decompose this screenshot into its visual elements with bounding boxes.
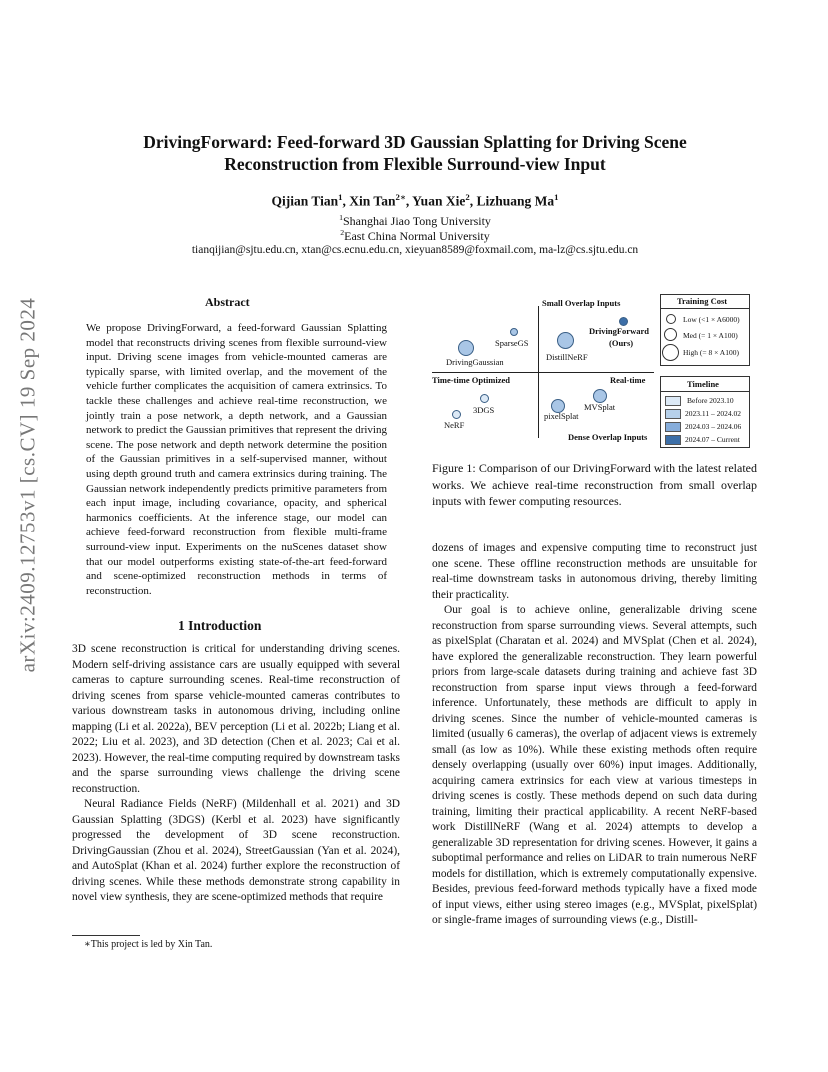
mvsplat-dot	[593, 389, 607, 403]
method-label: NeRF	[444, 420, 465, 430]
circle-icon	[664, 328, 677, 341]
affiliation-1: $^1$Shanghai Jiao Tong University	[339, 213, 491, 228]
paragraph: dozens of images and expensive computing time to reconstruct just one scene. These offline reconstruction methods are unsuitable for real-time downstream tasks in autonomous driving, thereby limiting their practicality.	[432, 542, 757, 601]
axis-label-top: Small Overlap Inputs	[542, 298, 621, 308]
intro-body	[72, 642, 400, 906]
affiliation-2: $^2$East China Normal University	[340, 228, 490, 243]
method-label: 3DGS	[473, 405, 495, 415]
timeline-swatch	[665, 435, 681, 445]
footnote: ∗This project is led by Xin Tan.	[84, 939, 213, 950]
abstract-heading: Abstract	[205, 295, 250, 309]
timeline-swatch	[665, 409, 681, 419]
timeline-swatch	[665, 396, 681, 406]
right-column-body	[432, 541, 757, 929]
circle-icon	[666, 314, 676, 324]
author: Yuan Xie	[412, 193, 466, 209]
nerf-dot	[452, 410, 461, 419]
paper-title	[90, 131, 740, 175]
abstract-body: We propose DrivingForward, a feed-forward Gaussian Splatting model that reconstructs driving scenes from flexible surround-view input. Driving scene images from vehicle-mounted cameras are typically sparse, with limited overlap, and the movement of the vehicle further complicates the acquisition of camera extrinsics. To tackle these challenges and achieve real-time reconstruction, we jointly train a pose network, a depth network, and a Gaussian network to predict the Gaussian primitives that represent the driving scene. The pose network and depth network determine the position of the Gaussian primitives in a self-supervised manner, without using depth ground truth and camera extrinsics during training. The Gaussian network independently predicts primitive parameters from each input image, including covariance, opacity, and spherical harmonics coefficients. At the inference stage, our model can achieve feed-forward reconstruction from flexible multi-frame surround-view input. Experiments on the nuScenes dataset show that our model outperforms existing state-of-the-art feed-forward and scene-optimized reconstruction methods in terms of reconstruction.	[86, 322, 387, 597]
paragraph: 3D scene reconstruction is critical for understanding driving scenes. Modern self-driving assistance cars are usually equipped with several cameras to capture surrounding scenes. Real-time reconstruction of driving scenes from sparse vehicle-mounted cameras contributes to various downstream tasks in autonomous driving, including online mapping (Li et al. 2022a), BEV perception (Li et al. 2022b; Liang et al. 2022; Liu et al. 2023), and 3D detection (Chen et al. 2023; Cai et al. 2023). However, the real-time computing required by downstream tasks and the sparse surrounding views challenge the driving scene reconstruction.	[72, 643, 400, 795]
method-label: pixelSplat	[544, 411, 579, 421]
3dgs-dot	[480, 394, 489, 403]
title-line-1: DrivingForward: Feed-forward 3D Gaussian Splatting for Driving Scene	[143, 132, 687, 152]
paragraph: Neural Radiance Fields (NeRF) (Mildenhall et al. 2021) and 3D Gaussian Splatting (3DGS) (Kerbl et al. 2023) have significantly progressed the development of 3D scene reconstruction. DrivingGaussian (Zhou et al. 2024), StreetGaussian (Yan et al. 2024), and AutoSplat (Khan et al. 2024) further explore the reconstruction of driving scenes. While these methods demonstrate strong capability in novel view synthesis, they are scene-optimized methods that require	[72, 798, 400, 903]
circle-icon	[662, 344, 679, 361]
title-line-2: Reconstruction from Flexible Surround-view Input	[224, 154, 606, 174]
footnote-rule	[72, 935, 140, 936]
author: Lizhuang Ma	[476, 193, 555, 209]
training-cost-legend: Training Cost Low (<1 × A6000) Med (= 1 × A100) High (= 8 × A100)	[660, 294, 750, 366]
arxiv-stamp	[8, 285, 48, 685]
drivinggaussian-dot	[458, 340, 474, 356]
timeline-legend: Timeline Before 2023.10 2023.11 – 2024.02 2024.03 – 2024.06 2024.07 – Current	[660, 376, 750, 448]
horizontal-axis	[432, 372, 654, 373]
method-label: (Ours)	[609, 338, 634, 348]
section-heading: 1 Introduction	[178, 618, 262, 633]
axis-label-bottom: Dense Overlap Inputs	[568, 432, 648, 442]
author: Xin Tan	[349, 193, 396, 209]
author-list: Qijian Tian$^1$, Xin Tan$^{2∗}$, Yuan Xie$^2$, Lizhuang Ma$^1$	[271, 192, 559, 209]
axis-label-right: Real-time	[610, 375, 646, 385]
arxiv-id: arXiv:2409.12753v1 [cs.CV] 19 Sep 2024	[15, 297, 40, 673]
figure-caption: Figure 1: Comparison of our DrivingForward with the latest related works. We achieve real-time reconstruction from small overlap inputs with fewer computing resources.	[432, 461, 757, 508]
author-emails: tianqijian@sjtu.edu.cn, xtan@cs.ecnu.edu.cn, xieyuan8589@foxmail.com, ma-lz@cs.sjtu.edu.cn	[191, 244, 639, 256]
timeline-swatch	[665, 422, 681, 432]
method-label: MVSplat	[584, 402, 616, 412]
distillnerf-dot	[557, 332, 574, 349]
method-label: SparseGS	[495, 338, 529, 348]
figure-1	[428, 292, 758, 452]
method-label: DistillNeRF	[546, 352, 588, 362]
axis-label-left: Time-time Optimized	[432, 375, 510, 385]
method-label: DrivingForward	[589, 326, 649, 336]
paragraph: Our goal is to achieve online, generalizable driving scene reconstruction from sparse surrounding views. Several attempts, such as pixelSplat (Charatan et al. 2024) and MVSplat (Chen et al. 2024), have explored the generalizable reconstruction. They learn powerful priors from large-scale datasets during training and achieve fast 3D reconstruction from sparse input views through a feed-forward inference. Unfortunately, these methods are difficult to apply in driving scenes. Since the number of vehicle-mounted cameras is limited (usually 6 cameras), the overlap of adjacent views is extremely small (as low as 10%). While these existing methods often require densely overlapping (usually over 60%) input images. Additionally, acquiring camera extrinsics for each view at various timesteps in driving scenes is costly. These methods depend on such data during training, limiting their practical applicability. A recent NeRF-based work DistillNeRF (Wang et al. 2024) attempts to develop a generalizable 3D representation for driving scenes. However, it gains a suboptimal performance and relies on LiDAR to train numerous NeRF models for distillation, which is extremely computationally expensive. Besides, previous feed-forward methods typically have a fixed mode of input views, either using stereo images (e.g., MVSplat, pixelSplat) or single-frame images of surrounding views (e.g., Distill-	[432, 604, 757, 926]
drivingforward-dot	[619, 317, 628, 326]
sparsegs-dot	[510, 328, 518, 336]
author: Qijian Tian	[271, 193, 339, 209]
method-label: DrivingGaussian	[446, 357, 504, 367]
